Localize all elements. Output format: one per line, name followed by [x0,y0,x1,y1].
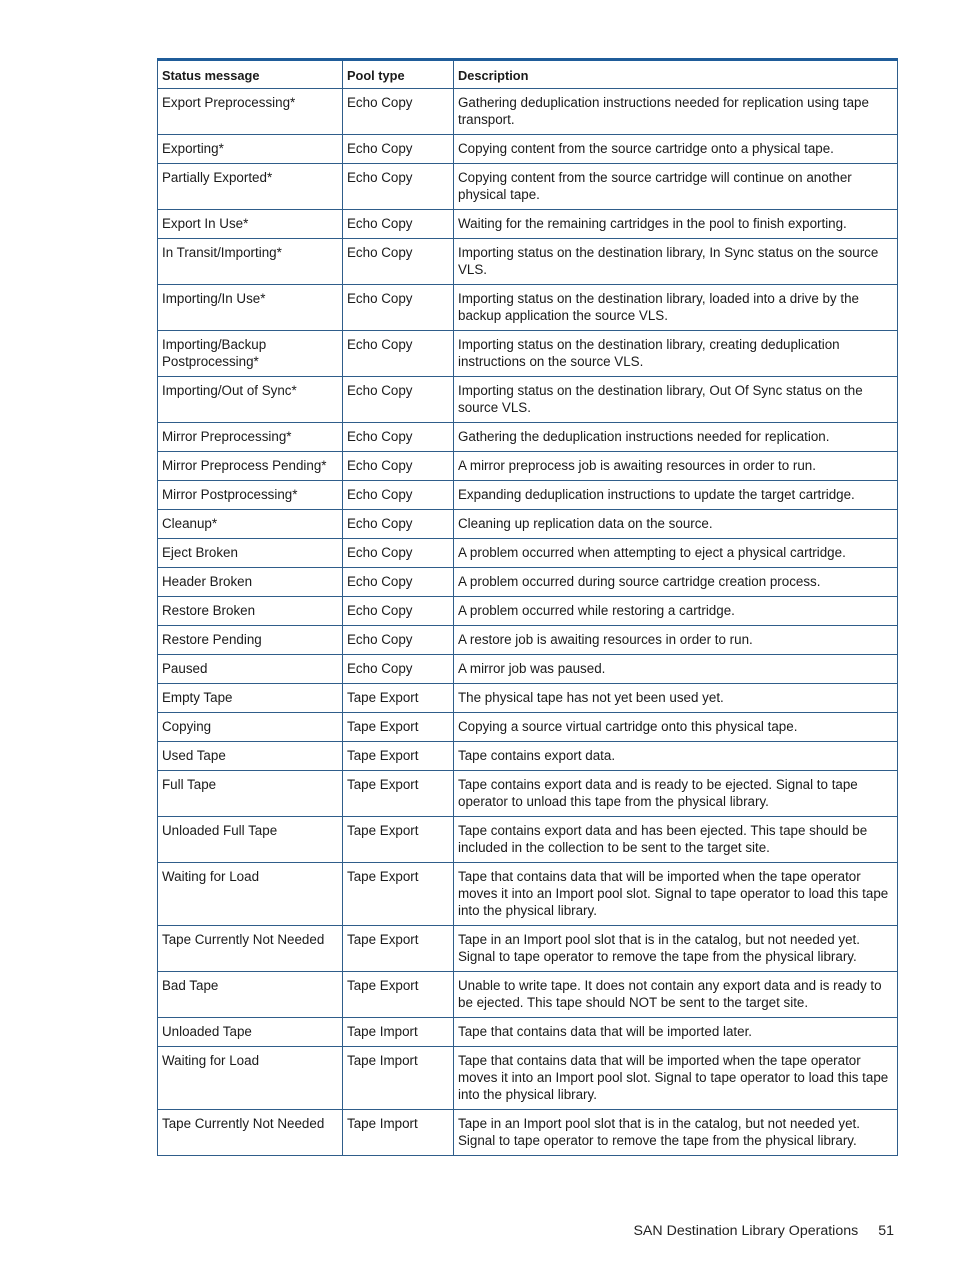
table-row [158,568,898,597]
cell-status-message: Tape Currently Not Needed [158,926,343,972]
cell-status-message: Importing/Out of Sync* [158,377,343,423]
cell-description: Copying content from the source cartridge will continue on another physical tape. [454,164,898,210]
cell-status-message: Used Tape [158,742,343,771]
cell-status-message: Restore Broken [158,597,343,626]
cell-pool-type: Echo Copy [343,452,454,481]
cell-status-message: Unloaded Full Tape [158,817,343,863]
table-row [158,972,898,1018]
table-row [158,626,898,655]
cell-description: Tape that contains data that will be imported when the tape operator moves it into an Import pool slot. Signal to tape operator to load this tape into the physical library. [454,1047,898,1110]
table-row [158,713,898,742]
cell-pool-type: Echo Copy [343,285,454,331]
cell-description: A mirror preprocess job is awaiting resources in order to run. [454,452,898,481]
cell-status-message: Importing/In Use* [158,285,343,331]
cell-pool-type: Echo Copy [343,568,454,597]
cell-description: A problem occurred while restoring a cartridge. [454,597,898,626]
cell-status-message: Partially Exported* [158,164,343,210]
cell-description: Importing status on the destination library, creating deduplication instructions on the source VLS. [454,331,898,377]
cell-description: Tape contains export data and is ready to be ejected. Signal to tape operator to unload this tape from the physical library. [454,771,898,817]
cell-description: Copying a source virtual cartridge onto this physical tape. [454,713,898,742]
cell-pool-type: Tape Export [343,817,454,863]
cell-status-message: Waiting for Load [158,863,343,926]
cell-description: Tape that contains data that will be imported when the tape operator moves it into an Import pool slot. Signal to tape operator to load this tape into the physical library. [454,863,898,926]
cell-status-message: Export Preprocessing* [158,89,343,135]
page-number: 51 [878,1223,894,1239]
cell-status-message: Header Broken [158,568,343,597]
cell-description: Tape in an Import pool slot that is in the catalog, but not needed yet. Signal to tape operator to remove the tape from the physical library. [454,1110,898,1156]
table-row [158,210,898,239]
cell-description: Waiting for the remaining cartridges in the pool to finish exporting. [454,210,898,239]
cell-pool-type: Echo Copy [343,331,454,377]
page-footer [633,1223,894,1239]
table-row [158,452,898,481]
table-header-row [158,60,898,89]
cell-pool-type: Echo Copy [343,239,454,285]
table-row [158,1047,898,1110]
cell-pool-type: Echo Copy [343,423,454,452]
table-row [158,377,898,423]
cell-description: Tape contains export data and has been ejected. This tape should be included in the collection to be sent to the target site. [454,817,898,863]
cell-description: Tape contains export data. [454,742,898,771]
header-description: Description [454,60,898,89]
table-row [158,164,898,210]
header-status-message: Status message [158,60,343,89]
cell-description: Copying content from the source cartridge onto a physical tape. [454,135,898,164]
cell-description: A problem occurred during source cartridge creation process. [454,568,898,597]
table-row [158,597,898,626]
cell-status-message: Mirror Preprocessing* [158,423,343,452]
cell-description: Importing status on the destination library, loaded into a drive by the backup application the source VLS. [454,285,898,331]
table-row [158,539,898,568]
cell-description: A restore job is awaiting resources in order to run. [454,626,898,655]
table-row [158,771,898,817]
cell-pool-type: Echo Copy [343,377,454,423]
cell-status-message: Cleanup* [158,510,343,539]
cell-status-message: Tape Currently Not Needed [158,1110,343,1156]
cell-pool-type: Tape Export [343,926,454,972]
cell-description: Tape that contains data that will be imported later. [454,1018,898,1047]
cell-pool-type: Echo Copy [343,510,454,539]
cell-status-message: Unloaded Tape [158,1018,343,1047]
table-row [158,239,898,285]
cell-description: The physical tape has not yet been used yet. [454,684,898,713]
cell-pool-type: Echo Copy [343,655,454,684]
cell-pool-type: Tape Import [343,1018,454,1047]
cell-status-message: Restore Pending [158,626,343,655]
cell-pool-type: Echo Copy [343,89,454,135]
cell-status-message: Mirror Postprocessing* [158,481,343,510]
table-row [158,817,898,863]
cell-pool-type: Tape Export [343,863,454,926]
cell-pool-type: Echo Copy [343,135,454,164]
table-row [158,135,898,164]
table-row [158,1110,898,1156]
cell-status-message: In Transit/Importing* [158,239,343,285]
cell-description: Gathering deduplication instructions needed for replication using tape transport. [454,89,898,135]
table-row [158,684,898,713]
cell-description: Gathering the deduplication instructions needed for replication. [454,423,898,452]
table-row [158,481,898,510]
cell-pool-type: Echo Copy [343,597,454,626]
table-row [158,510,898,539]
cell-status-message: Paused [158,655,343,684]
cell-pool-type: Tape Export [343,771,454,817]
cell-status-message: Eject Broken [158,539,343,568]
cell-pool-type: Echo Copy [343,539,454,568]
cell-pool-type: Tape Export [343,684,454,713]
table-row [158,863,898,926]
cell-pool-type: Tape Import [343,1047,454,1110]
cell-status-message: Export In Use* [158,210,343,239]
cell-description: A mirror job was paused. [454,655,898,684]
cell-pool-type: Tape Export [343,742,454,771]
header-pool-type: Pool type [343,60,454,89]
cell-status-message: Empty Tape [158,684,343,713]
cell-status-message: Waiting for Load [158,1047,343,1110]
cell-pool-type: Echo Copy [343,164,454,210]
cell-description: Importing status on the destination library, Out Of Sync status on the source VLS. [454,377,898,423]
cell-description: Expanding deduplication instructions to update the target cartridge. [454,481,898,510]
cell-description: Tape in an Import pool slot that is in the catalog, but not needed yet. Signal to tape operator to remove the tape from the physical library. [454,926,898,972]
cell-description: Cleaning up replication data on the source. [454,510,898,539]
cell-status-message: Mirror Preprocess Pending* [158,452,343,481]
table-row [158,89,898,135]
cell-pool-type: Tape Export [343,713,454,742]
table-row [158,423,898,452]
cell-status-message: Importing/Backup Postprocessing* [158,331,343,377]
cell-status-message: Copying [158,713,343,742]
cell-description: A problem occurred when attempting to eject a physical cartridge. [454,539,898,568]
cell-description: Unable to write tape. It does not contain any export data and is ready to be ejected. This tape should NOT be sent to the target site. [454,972,898,1018]
cell-status-message: Exporting* [158,135,343,164]
footer-section-title: SAN Destination Library Operations [633,1223,859,1239]
status-table [157,58,898,1156]
table-row [158,655,898,684]
table-row [158,331,898,377]
cell-pool-type: Tape Import [343,1110,454,1156]
cell-description: Importing status on the destination library, In Sync status on the source VLS. [454,239,898,285]
cell-pool-type: Echo Copy [343,481,454,510]
table-row [158,926,898,972]
cell-pool-type: Tape Export [343,972,454,1018]
cell-pool-type: Echo Copy [343,626,454,655]
table-row [158,285,898,331]
cell-status-message: Full Tape [158,771,343,817]
table-row [158,1018,898,1047]
cell-pool-type: Echo Copy [343,210,454,239]
cell-status-message: Bad Tape [158,972,343,1018]
table-row [158,742,898,771]
